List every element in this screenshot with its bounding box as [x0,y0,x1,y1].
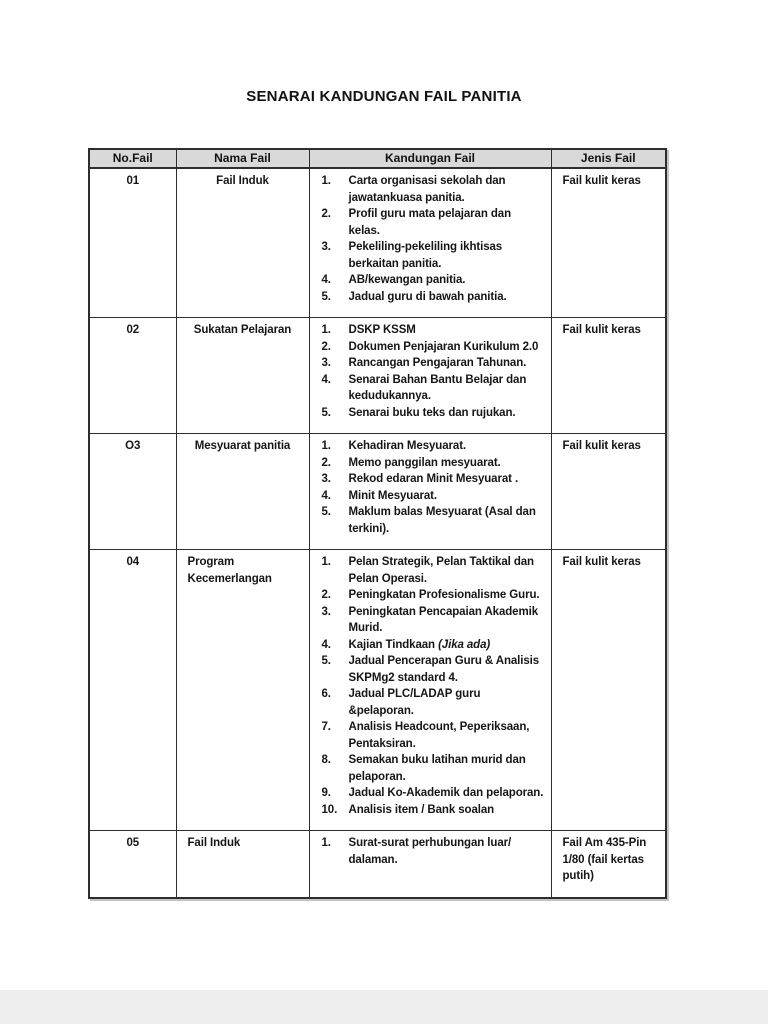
jenis-fail-cell: Fail kulit keras [551,550,666,831]
item-number: 1. [321,175,331,187]
item-text: Senarai Bahan Bantu Belajar dan kedudukannya. [348,373,527,402]
kandungan-cell [309,831,551,898]
table-body [89,168,666,898]
kandungan-item [322,785,545,802]
kandungan-item [322,752,545,785]
kandungan-item [322,206,545,239]
kandungan-item [322,604,545,637]
item-number: 2. [321,340,331,353]
item-text: Surat-surat perhubungan luar/ dalaman. [348,837,512,866]
item-text: Analisis Headcount, Peperiksaan, Pentaksiran. [348,721,530,750]
item-text: Pelan Strategik, Pelan Taktikal dan Pelan Operasi. [348,556,534,585]
item-text: Jadual Ko-Akademik dan pelaporan. [348,787,544,799]
kandungan-item [322,372,545,405]
item-number: 3. [321,241,331,253]
item-number: 2. [321,456,331,469]
no-fail-cell: O3 [89,434,176,550]
item-number: 5. [321,290,331,303]
kandungan-item [322,239,545,272]
table-row [89,831,666,898]
kandungan-cell [309,434,551,550]
item-number: 2. [321,589,331,601]
item-text: Pekeliling-pekeliling ikhtisas berkaitan panitia. [348,241,503,270]
page-title: SENARAI KANDUNGAN FAIL PANITIA [246,88,522,105]
item-number: 2. [321,208,331,220]
item-text: Jadual Pencerapan Guru & Analisis SKPMg2 standard 4. [348,655,540,684]
item-number: 7. [321,721,331,733]
item-text: AB/kewangan panitia. [348,274,466,286]
kandungan-item [322,719,545,752]
item-number: 6. [321,688,331,700]
item-text: Analisis item / Bank soalan [348,803,495,816]
table-row [89,550,666,831]
kandungan-item [322,504,545,537]
header-kandungan-fail: Kandungan Fail [309,149,551,168]
item-text: Maklum balas Mesyuarat (Asal dan terkini). [348,506,536,535]
no-fail-cell: 02 [89,318,176,434]
item-text-italic: (Jika ada) [438,638,491,651]
item-number: 5. [321,655,331,667]
item-text: Senarai buku teks dan rujukan. [348,406,516,419]
item-number: 4. [321,638,331,651]
item-number: 3. [321,605,331,618]
item-text: Profil guru mata pelajaran dan kelas. [348,208,512,237]
table-row [89,318,666,434]
no-fail-cell: 01 [89,168,176,318]
table-row [89,434,666,550]
item-number: 1. [321,556,331,568]
kandungan-item [322,471,545,488]
nama-fail-cell: Program Kecemerlangan [176,550,309,831]
table-row [89,168,666,318]
item-text: Semakan buku latihan murid dan pelaporan. [348,754,526,783]
kandungan-item [322,554,545,587]
kandungan-item [322,438,545,455]
header-no-fail: No.Fail [89,149,176,168]
item-text: Rekod edaran Minit Mesyuarat . [348,473,519,485]
item-number: 4. [321,373,331,386]
kandungan-cell [309,318,551,434]
kandungan-item [322,686,545,719]
kandungan-item [322,802,545,819]
nama-fail-cell: Sukatan Pelajaran [176,318,309,434]
item-number: 4. [321,489,331,502]
kandungan-cell [309,550,551,831]
nama-fail-cell: Mesyuarat panitia [176,434,309,550]
item-text: Jadual guru di bawah panitia. [348,290,507,303]
item-number: 9. [321,787,331,799]
no-fail-cell: 04 [89,550,176,831]
kandungan-item [322,835,545,868]
jenis-fail-cell: Fail kulit keras [551,168,666,318]
item-number: 5. [321,506,331,518]
kandungan-item [322,289,545,306]
item-text: Minit Mesyuarat. [348,489,438,502]
kandungan-item [322,587,545,604]
item-text: Peningkatan Pencapaian Akademik Murid. [348,605,538,634]
item-text: Peningkatan Profesionalisme Guru. [348,589,540,601]
kandungan-item [322,272,545,289]
table-header-row [89,149,666,168]
item-number: 5. [321,406,331,419]
kandungan-item [322,322,545,339]
item-number: 8. [321,754,331,766]
jenis-fail-cell: Fail kulit keras [551,318,666,434]
jenis-fail-cell: Fail kulit keras [551,434,666,550]
item-text: Memo panggilan mesyuarat. [348,456,501,469]
kandungan-item [322,653,545,686]
kandungan-item [322,339,545,356]
nama-fail-cell: Fail Induk [176,168,309,318]
kandungan-item [322,488,545,505]
item-number: 10. [321,803,338,816]
item-number: 4. [321,274,331,286]
item-text: Carta organisasi sekolah dan jawatankuasa panitia. [348,175,506,204]
kandungan-item [322,405,545,422]
nama-fail-cell: Fail Induk [176,831,309,898]
header-jenis-fail: Jenis Fail [551,149,666,168]
kandungan-item [322,355,545,372]
kandungan-cell [309,168,551,318]
item-number: 1. [321,324,331,336]
item-number: 3. [321,357,331,369]
page-edge [0,990,768,1024]
item-text: Rancangan Pengajaran Tahunan. [348,357,527,369]
kandungan-item [322,455,545,472]
kandungan-item [322,637,545,654]
jenis-fail-cell: Fail Am 435-Pin 1/80 (fail kertas putih) [551,831,666,898]
kandungan-item [322,173,545,206]
content-table [88,148,667,899]
item-text: DSKP KSSM [348,324,416,336]
item-text: Kajian Tindkaan (Jika ada) [348,638,491,651]
item-text: Dokumen Penjajaran Kurikulum 2.0 [348,340,539,353]
header-nama-fail: Nama Fail [176,149,309,168]
item-number: 1. [321,440,331,452]
item-text: Kehadiran Mesyuarat. [348,440,467,452]
item-number: 3. [321,473,331,485]
no-fail-cell: 05 [89,831,176,898]
item-text: Jadual PLC/LADAP guru &pelaporan. [348,688,481,717]
item-number: 1. [321,837,331,849]
